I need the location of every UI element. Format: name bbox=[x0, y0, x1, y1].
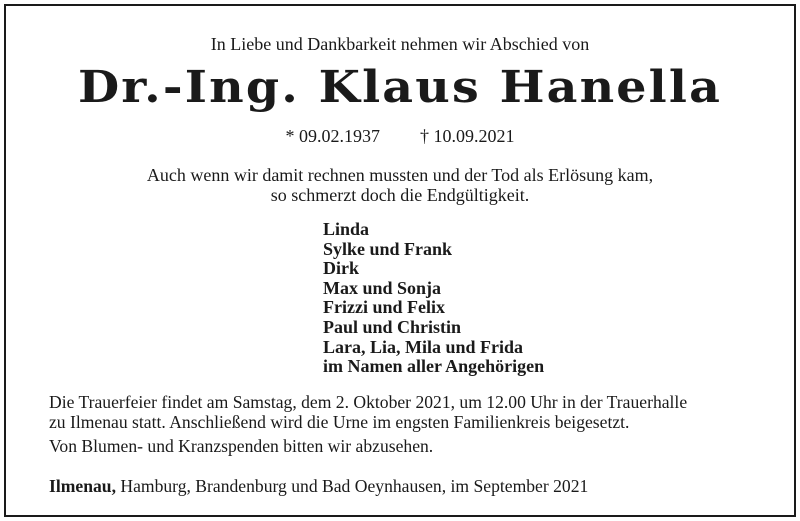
mourner-entry: Dirk bbox=[323, 258, 359, 279]
quote-line: so schmerzt doch die Endgültigkeit. bbox=[270, 185, 530, 205]
intro-text: In Liebe und Dankbarkeit nehmen wir Abschied von bbox=[210, 34, 590, 54]
place-and-date bbox=[49, 476, 789, 496]
mourner-entry: Paul und Christin bbox=[323, 316, 462, 337]
quote-line: Auch wenn wir damit rechnen mussten und der Tod als Erlösung kam, bbox=[146, 165, 654, 185]
quote bbox=[6, 165, 794, 205]
flowers-note: Von Blumen- und Kranzspenden bitten wir abzusehen. bbox=[49, 436, 434, 456]
place-bold: Ilmenau, bbox=[49, 476, 116, 496]
mourner-entry: Sylke und Frank bbox=[323, 238, 453, 259]
life-dates bbox=[6, 126, 794, 147]
place-rest: Hamburg, Brandenburg und Bad Oeynhausen, im September 2021 bbox=[115, 476, 589, 496]
mourner-entry: Max und Sonja bbox=[323, 277, 442, 298]
birth-date: * 09.02.1937 bbox=[285, 126, 380, 146]
service-line: Die Trauerfeier findet am Samstag, dem 2. Oktober 2021, um 12.00 Uhr in der Trauerhalle bbox=[49, 392, 688, 412]
mourners-list bbox=[323, 220, 544, 377]
mourner-entry: Frizzi und Felix bbox=[323, 297, 445, 318]
service-line: zu Ilmenau statt. Anschließend wird die Urne im engsten Familienkreis beigesetzt. bbox=[49, 412, 630, 432]
funeral-service-text bbox=[49, 392, 789, 432]
obituary-frame bbox=[4, 4, 796, 517]
mourner-entry: Lara, Lia, Mila und Frida bbox=[323, 336, 524, 357]
mourner-entry: im Namen aller Angehörigen bbox=[323, 356, 545, 377]
death-date: † 10.09.2021 bbox=[420, 126, 515, 146]
deceased-name: Dr.-Ing. Klaus Hanella bbox=[77, 62, 723, 113]
mourner-entry: Linda bbox=[323, 219, 370, 239]
